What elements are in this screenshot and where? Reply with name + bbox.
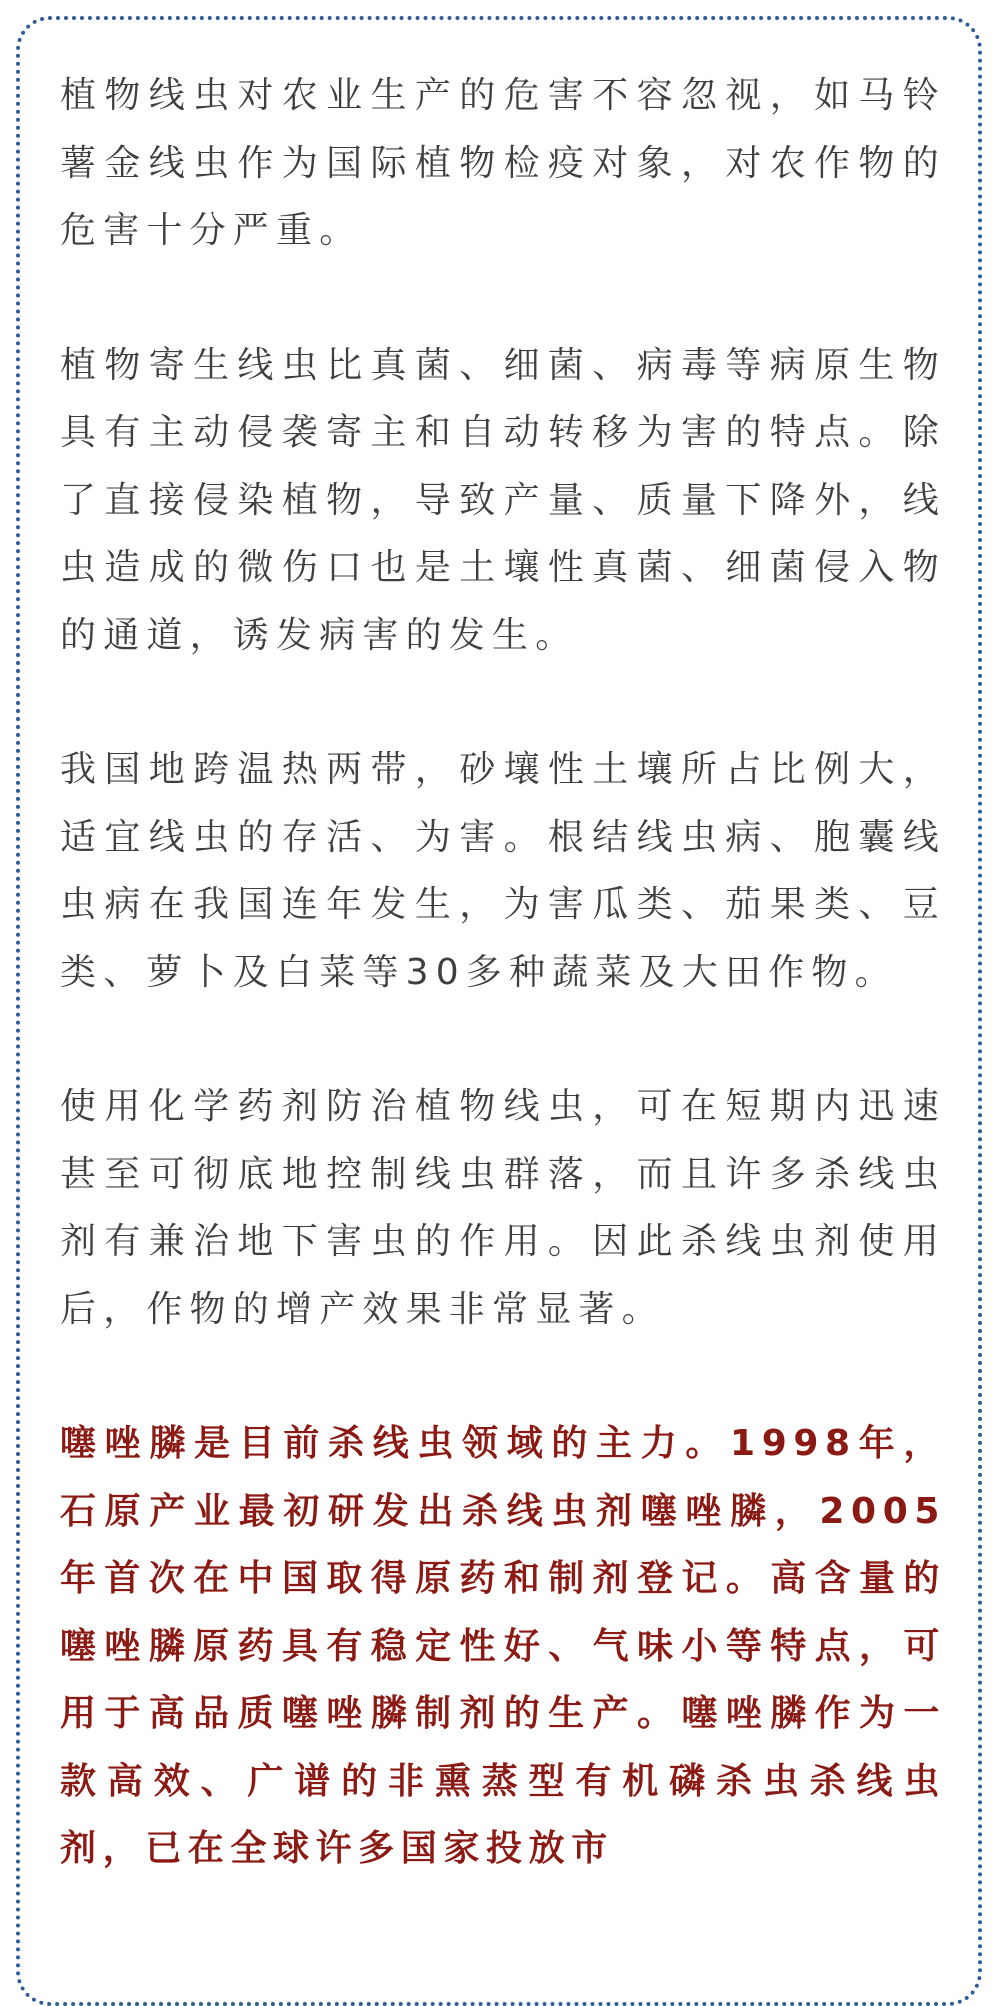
paragraph-china-climate: 我国地跨温热两带，砂壤性土壤所占比例大，适宜线虫的存活、为害。根结线虫病、胞囊线虫病在我国连年发生，为害瓜类、茄果类、豆类、萝卜及白菜等30多种蔬菜及大田作物。 [60,749,946,993]
paragraph-fosthiazate-highlight: 噻唑膦是目前杀线虫领域的主力。1998年，石原产业最初研发出杀线虫剂噻唑膦，2005年首次在中国取得原药和制剂登记。高含量的噻唑膦原药具有稳定性好、气味小等特点，可用于高品质噻唑膦制剂的生产。噻唑膦作为一款高效、广谱的非熏蒸型有机磷杀虫杀线虫剂，已在全球许多国家投放市 [60,1423,946,1869]
paragraph-nematode-harm: 植物线虫对农业生产的危害不容忽视，如马铃薯金线虫作为国际植物检疫对象，对农作物的危害十分严重。 [60,75,946,251]
paragraph-parasitic-nematodes: 植物寄生线虫比真菌、细菌、病毒等病原生物具有主动侵袭寄主和自动转移为害的特点。除了直接侵染植物，导致产量、质量下降外，线虫造成的微伤口也是土壤性真菌、细菌侵入物的通道，诱发病害的发生。 [60,344,946,656]
paragraph-chemical-control: 使用化学药剂防治植物线虫，可在短期内迅速甚至可彻底地控制线虫群落，而且许多杀线虫剂有兼治地下害虫的作用。因此杀线虫剂使用后，作物的增产效果非常显著。 [60,1086,946,1330]
article-body [60,62,946,1950]
